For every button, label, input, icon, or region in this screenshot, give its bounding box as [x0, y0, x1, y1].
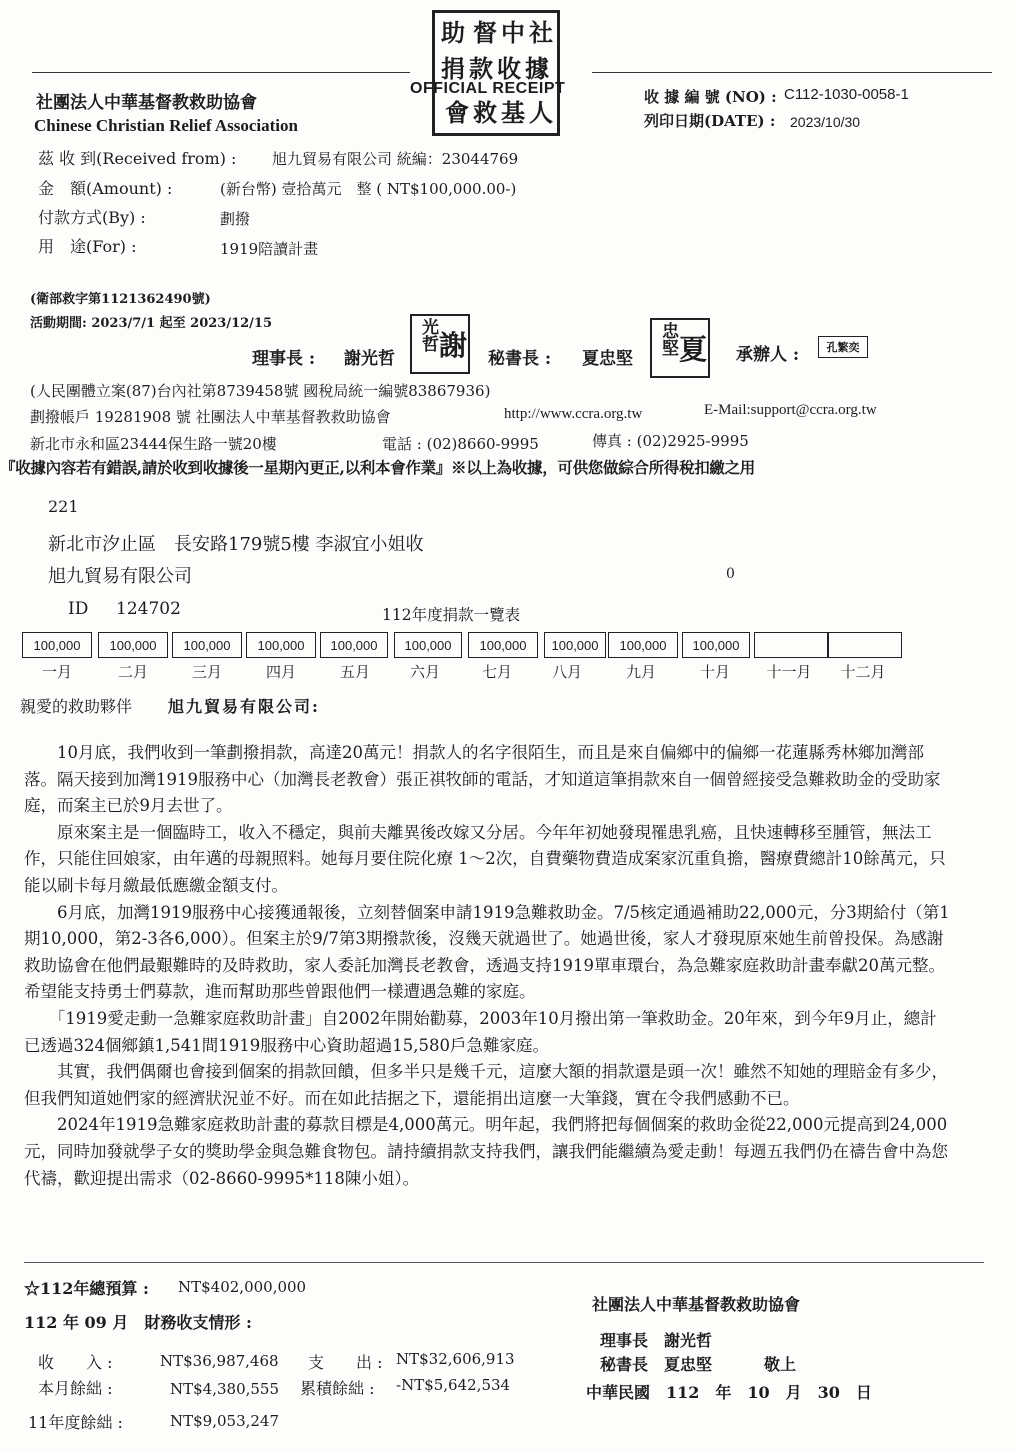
month-amount-box: 100,000	[394, 632, 462, 658]
month-amount-box: 100,000	[22, 632, 92, 658]
month-label: 五月	[339, 663, 370, 681]
signoff-respect: 敬上	[764, 1355, 797, 1374]
official-receipt-text: OFFICIAL RECEIPT	[410, 80, 566, 97]
association-receipt-seal: 助 督 中 社 捐 款 收 據 會 救 基 人	[432, 10, 560, 136]
purpose-label: 用 途(For) :	[38, 237, 137, 256]
handler-seal-text: 孔繁奕	[826, 341, 860, 354]
amount-label: 金 額(Amount) :	[38, 179, 173, 198]
signoff-org: 社團法人中華基督教救助協會	[592, 1295, 801, 1314]
month-label: 二月	[117, 663, 148, 681]
signoff-date: 中華民國 112 年 10 月 30 日	[586, 1383, 872, 1402]
cumulative-balance-value: -NT$5,642,534	[396, 1376, 511, 1394]
received-from-label: 茲 收 到(Received from) :	[38, 149, 237, 168]
month-label: 一月	[41, 663, 72, 681]
month-amount-box: 100,000	[682, 632, 750, 658]
month-label: 十二月	[840, 663, 886, 681]
annual-budget-value: NT$402,000,000	[178, 1278, 307, 1296]
org-name-zh: 社團法人中華基督教救助協會	[36, 93, 257, 113]
month-label: 六月	[409, 663, 440, 681]
office-address: 新北市永和區23444保生路一號20樓	[30, 435, 277, 453]
secretary-seal: 忠堅 夏	[650, 318, 710, 378]
month-label: 四月	[265, 663, 296, 681]
account-line: 劃撥帳戶 19281908 號 社團法人中華基督教救助協會	[30, 408, 391, 426]
received-from-value: 旭九貿易有限公司 統編：23044769	[272, 150, 519, 168]
header-rule-left	[32, 72, 410, 73]
year-balance-value: NT$9,053,247	[170, 1412, 280, 1430]
mailing-company: 旭九貿易有限公司	[48, 566, 192, 587]
month-label: 八月	[551, 663, 582, 681]
permit-number: (衛部救字第1121362490號)	[30, 292, 211, 307]
org-name-en: Chinese Christian Relief Association	[34, 116, 298, 135]
month-label: 十月	[699, 663, 730, 681]
month-amount-box	[828, 632, 902, 658]
expense-value: NT$32,606,913	[396, 1350, 515, 1368]
phone-number: 電話 : (02)8660-9995	[382, 435, 539, 453]
activity-period: 活動期間: 2023/7/1 起至 2023/12/15	[30, 316, 273, 331]
registration-line: (人民團體立案(87)台內社第8739458號 國稅局統一編號83867936)	[30, 382, 491, 400]
footer-rule	[24, 1262, 984, 1263]
donor-id-label: ID	[68, 599, 89, 619]
receipt-no-label: 收 據 編 號 (NO) :	[644, 88, 777, 106]
secretary-name: 夏忠堅	[582, 349, 633, 369]
month-amount-box: 100,000	[468, 632, 538, 658]
payment-method-label: 付款方式(By) :	[38, 208, 146, 227]
income-label: 收 入 :	[38, 1353, 113, 1372]
monthly-balance-value: NT$4,380,555	[170, 1380, 280, 1398]
handler-seal	[818, 336, 868, 358]
receipt-notice: 『收據內容若有錯誤,請於收到收據後一星期內更正,以利本會作業』※以上為收據，可供您做綜合所得稅扣繳之用	[0, 458, 755, 477]
chairman-seal: 光哲 謝	[410, 314, 470, 374]
letter-body	[24, 740, 952, 1192]
month-amount-box: 100,000	[246, 632, 316, 658]
handler-label: 承辦人 :	[736, 345, 800, 365]
mailing-address: 新北市汐止區 長安路179號5樓 李淑宜小姐收	[48, 534, 424, 555]
year-balance-label: 11年度餘絀 :	[28, 1413, 123, 1432]
letter-paragraph-2: 原來案主是一個臨時工，收入不穩定，與前夫離異後改嫁又分居。今年年初她發現罹患乳癌，且快速轉移至腫管，無法工作，只能住回娘家，由年邁的母親照料。她每月要住院化療 1～2次，自費藥物費造成案家沉重負擔，醫療費總計10餘萬元，只能以刷卡每月繳最低應繳金額支付。	[24, 822, 946, 895]
monthly-finance-title: 112 年 09 月 財務收支情形 :	[24, 1313, 252, 1332]
header-rule-right	[592, 72, 992, 73]
letter-paragraph-1: 10月底，我們收到一筆劃撥捐款，高達20萬元！捐款人的名字很陌生，而且是來自偏鄉中的偏鄉一花蓮縣秀林鄉加灣部落。隔天接到加灣1919服務中心（加灣長老教會）張正祺牧師的電話，才知道這筆捐款來自一個曾經接受急難救助金的受助家庭，而案主已於9月去世了。	[24, 743, 941, 816]
monthly-balance-label: 本月餘絀 :	[38, 1379, 113, 1398]
month-amount-box: 100,000	[98, 632, 168, 658]
expense-label: 支 出 :	[308, 1353, 383, 1372]
letter-paragraph-6: 2024年1919急難家庭救助計畫的募款目標是4,000萬元。明年起，我們將把每個個案的救助金從22,000元提高到24,000元，同時加發就學子女的獎助學金與急難食物包。請持續捐款支持我們，讓我們能繼續為愛走動！每週五我們仍在禱告會中為您代禱，歡迎提出需求（02-8660-9995*118陳小姐）。	[24, 1115, 948, 1188]
zip-code: 221	[48, 497, 79, 516]
letter-paragraph-3: 6月底，加灣1919服務中心接獲通報後，立刻替個案申請1919急難救助金。7/5核定通過補助22,000元，分3期給付（第1期10,000，第2-3各6,000）。但案主於9/7第3期撥款後，沒幾天就過世了。她過世後，家人才發現原來她生前曾投保。為感謝救助協會在他們最艱難時的及時救助，家人委託加灣長老教會，透過支持1919單車環台，為急難家庭救助計畫奉獻20萬元整。希望能支持勇士們募款，進而幫助那些曾跟他們一樣遭遇急難的家庭。	[24, 902, 950, 1002]
letter-paragraph-4: 「1919愛走動一急難家庭救助計畫」自2002年開始勸募，2003年10月撥出第一筆救助金。20年來，到今年9月止，總計已透過324個鄉鎮1,541間1919服務中心資助超過15,580戶急難家庭。	[24, 1008, 937, 1055]
fax-number: 傳真 : (02)2925-9995	[592, 432, 749, 450]
purpose-value: 1919陪讀計畫	[220, 240, 319, 258]
print-date-value: 2023/10/30	[790, 114, 861, 130]
email-link[interactable]: E-Mail:support@ccra.org.tw	[704, 402, 877, 418]
month-amount-box: 100,000	[608, 632, 678, 658]
cumulative-balance-label: 累積餘絀 :	[300, 1379, 375, 1398]
greeting-donor-name: 旭九貿易有限公司:	[168, 697, 320, 716]
month-label: 十一月	[766, 663, 812, 681]
income-value: NT$36,987,468	[160, 1352, 279, 1370]
website-link[interactable]: http://www.ccra.org.tw	[504, 406, 643, 422]
donor-id-value: 124702	[116, 599, 181, 619]
month-amount-box	[754, 632, 828, 658]
annual-budget-label: ☆112年總預算 :	[24, 1279, 149, 1298]
month-label: 三月	[191, 663, 222, 681]
month-amount-box: 100,000	[172, 632, 242, 658]
mailing-code-zero: 0	[726, 566, 735, 582]
amount-value: (新台幣) 壹拾萬元 整 ( NT$100,000.00-)	[220, 180, 517, 198]
month-label: 七月	[481, 663, 512, 681]
payment-method-value: 劃撥	[220, 210, 251, 228]
greeting-prefix: 親愛的救助夥伴	[20, 697, 133, 716]
month-amount-box: 100,000	[320, 632, 388, 658]
month-label: 九月	[625, 663, 656, 681]
signoff-chairman: 理事長 謝光哲	[600, 1331, 713, 1350]
donation-table-title: 112年度捐款一覽表	[382, 606, 521, 624]
receipt-no-value: C112-1030-0058-1	[784, 86, 909, 103]
secretary-label: 秘書長 :	[488, 349, 552, 369]
letter-paragraph-5: 其實，我們偶爾也會接到個案的捐款回饋，但多半只是幾千元，這麼大額的捐款還是頭一次！雖然不知她的理賠金有多少，但我們知道她們家的經濟狀況並不好。而在如此拮据之下，還能捐出這麼一大筆錢，實在令我們感動不已。	[24, 1062, 948, 1108]
chairman-label: 理事長 :	[252, 349, 316, 369]
print-date-label: 列印日期(DATE) :	[644, 112, 776, 130]
chairman-name: 謝光哲	[344, 349, 395, 369]
signoff-secretary: 秘書長 夏忠堅	[600, 1355, 713, 1374]
month-amount-box: 100,000	[544, 632, 606, 658]
